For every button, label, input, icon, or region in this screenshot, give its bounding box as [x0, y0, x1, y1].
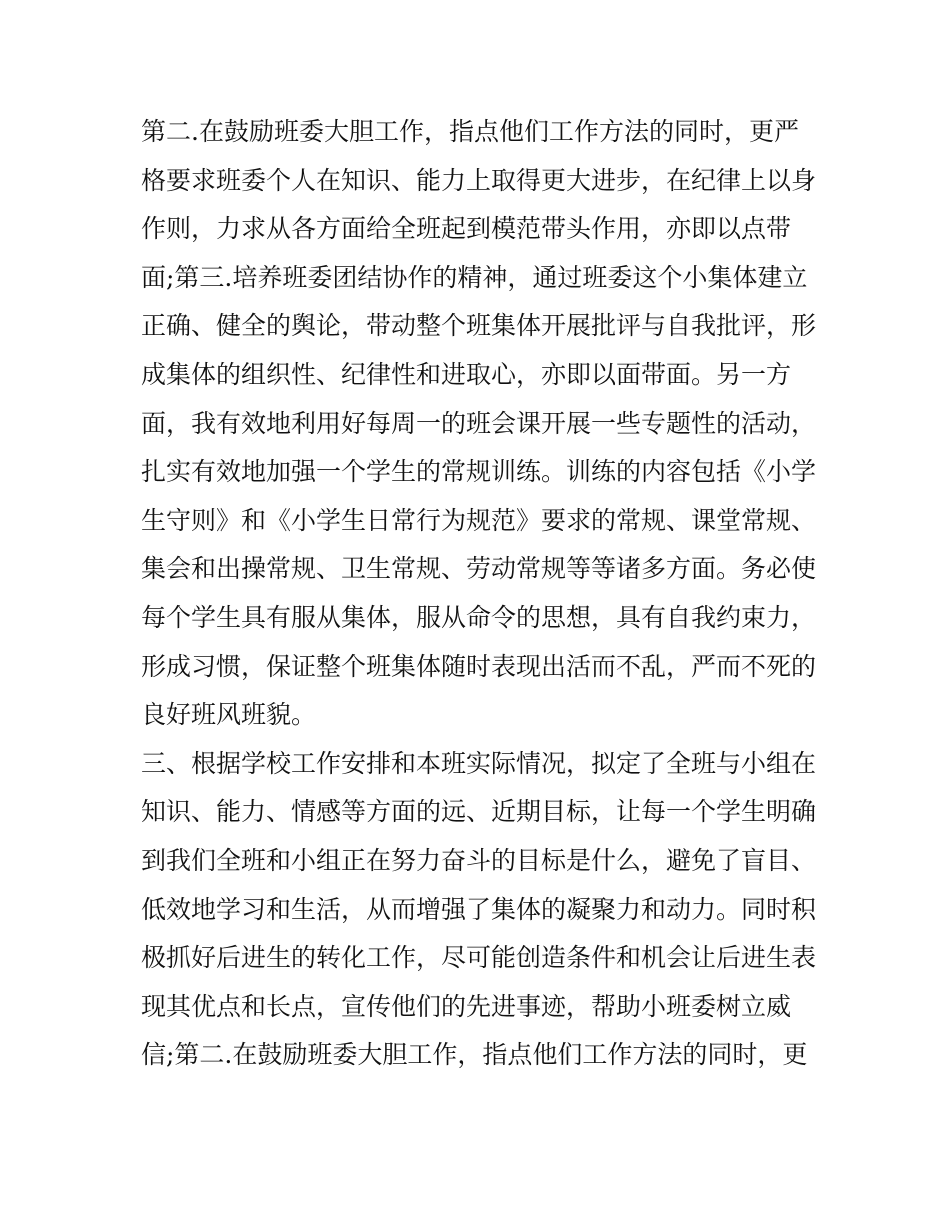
text-line: 形成习惯，保证整个班集体随时表现出活而不乱，严而不死的 [141, 651, 817, 681]
text-line: 三、根据学校工作安排和本班实际情况，拟定了全班与小组在 [141, 748, 817, 778]
text-line: 低效地学习和生活，从而增强了集体的凝聚力和动力。同时积 [141, 894, 817, 924]
text-line: 成集体的组织性、纪律性和进取心，亦即以面带面。另一方 [141, 359, 792, 389]
text-line: 到我们全班和小组正在努力奋斗的目标是什么，避免了盲目、 [141, 845, 817, 875]
document-body [141, 108, 821, 1080]
text-line: 每个学生具有服从集体，服从命令的思想，具有自我约束力， [141, 602, 817, 632]
text-line: 生守则》和《小学生日常行为规范》要求的常规、课堂常规、 [141, 505, 817, 535]
text-line: 扎实有效地加强一个学生的常规训练。训练的内容包括《小学 [141, 457, 817, 487]
text-line: 信;第二.在鼓励班委大胆工作，指点他们工作方法的同时，更 [141, 1040, 808, 1070]
text-line: 第二.在鼓励班委大胆工作，指点他们工作方法的同时，更严 [141, 117, 799, 146]
text-line: 现其优点和长点，宣传他们的先进事迹，帮助小班委树立威 [141, 991, 792, 1021]
text-line: 面;第三.培养班委团结协作的精神，通过班委这个小集体建立 [141, 262, 808, 292]
text-line: 作则，力求从各方面给全班起到模范带头作用，亦即以点带 [141, 214, 792, 244]
text-line: 良好班风班貌。 [141, 700, 317, 730]
text-line: 正确、健全的舆论，带动整个班集体开展批评与自我批评，形 [141, 311, 817, 341]
text-line: 集会和出操常规、卫生常规、劳动常规等等诸多方面。务必使 [141, 554, 817, 584]
text-line: 知识、能力、情感等方面的远、近期目标，让每一个学生明确 [141, 797, 817, 827]
text-line: 格要求班委个人在知识、能力上取得更大进步，在纪律上以身 [141, 165, 817, 195]
text-line: 极抓好后进生的转化工作，尽可能创造条件和机会让后进生表 [141, 943, 817, 973]
text-line: 面，我有效地利用好每周一的班会课开展一些专题性的活动， [141, 408, 817, 438]
